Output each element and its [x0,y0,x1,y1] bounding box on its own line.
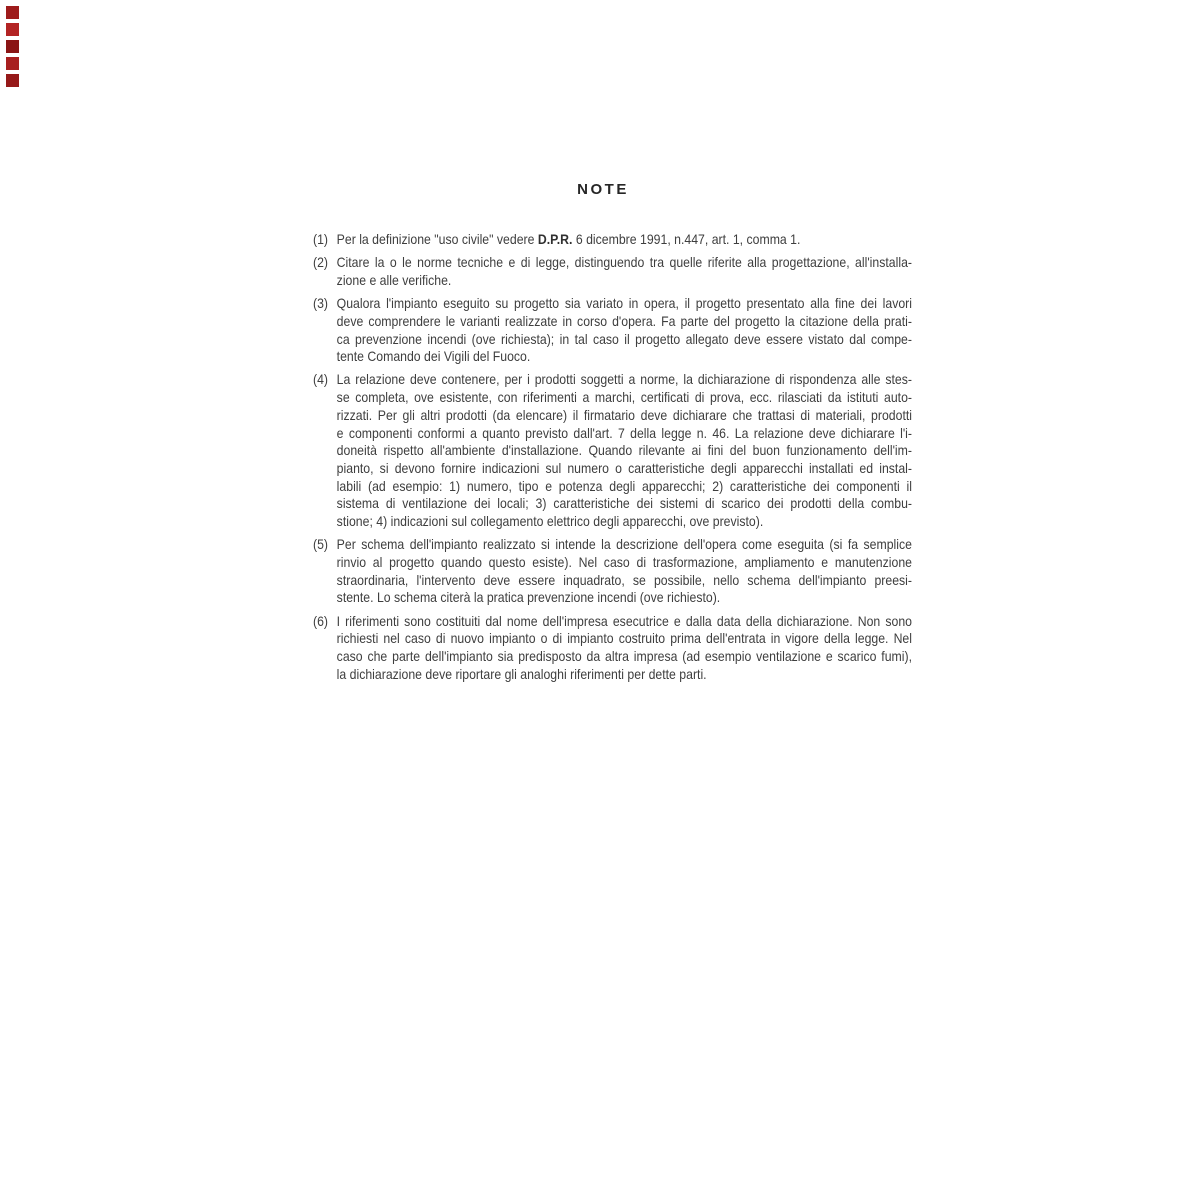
scan-edge-marks [6,6,19,87]
text-segment: zione e alle verifiche. [336,271,452,288]
text-segment: richiesti nel caso di nuovo impianto o di impianto costruito prima dell'entrata in vigore della legge. Nel [336,630,912,647]
red-edge-mark [6,74,19,87]
note-line [337,495,912,513]
note-line [337,613,912,631]
note-line [337,513,912,531]
note-line [337,371,912,389]
note-line [337,666,912,684]
note-line [337,478,912,496]
text-segment: La relazione deve contenere, per i prodotti soggetti a norme, la dichiarazione di rispondenza alle stes- [336,371,912,388]
text-segment: Per la definizione "uso civile" vedere [336,231,538,247]
note-item [313,371,912,530]
note-item [313,231,912,249]
note-line [337,348,912,366]
note-number: (2) [313,254,329,271]
text-segment: Per schema dell'impianto realizzato si intende la descrizione dell'opera come eseguita (si fa semplice [336,536,912,553]
red-edge-mark [6,23,19,36]
text-segment: Citare la o le norme tecniche e di legge, distinguendo tra quelle riferite alla progettazione, all'installa- [336,254,912,271]
red-edge-mark [6,57,19,70]
text-segment: rinvio al progetto quando questo esiste). Nel caso di trasformazione, ampliamento e manutenzione [336,553,912,570]
note-line [337,272,912,290]
note-line [337,554,912,572]
text-segment: tente Comando dei Vigili del Fuoco. [336,348,531,365]
note-number: (1) [313,231,329,247]
note-line [337,254,912,272]
note-line [337,572,912,590]
text-segment: e componenti conformi a quanto previsto dall'art. 7 della legge n. 46. La relazione deve dichiarare l'i- [336,424,912,441]
text-segment: labili (ad esempio: 1) numero, tipo e potenza degli apparecchi; 2) caratteristiche dei componenti il [336,477,912,494]
text-segment: pianto, si devono fornire indicazioni sul numero o caratteristiche degli apparecchi installati ed instal- [336,459,912,476]
red-edge-mark [6,6,19,19]
note-item [313,536,912,607]
text-segment: rizzati. Per gli altri prodotti (da elencare) il firmatario deve dichiarare che trattasi di materiali, prodotti [336,406,912,423]
note-line [337,313,912,331]
notes-list [313,231,912,689]
text-segment: Qualora l'impianto eseguito su progetto sia variato in opera, il progetto presentato alla fine dei lavori [336,295,912,312]
text-segment: deve comprendere le varianti realizzate in corso d'opera. Fa parte del progetto la citazione della prati- [336,312,912,329]
note-line [337,648,912,666]
note-line [337,442,912,460]
red-edge-mark [6,40,19,53]
note-line [337,536,912,554]
text-segment: 6 dicembre 1991, n.447, art. 1, comma 1. [572,231,801,247]
note-line [337,295,912,313]
note-number: (4) [313,371,329,388]
note-line [337,589,912,607]
text-segment: ca prevenzione incendi (ove richiesta); in tal caso il progetto allegato deve essere vistato dal compe- [336,330,912,347]
note-line [337,407,912,425]
note-item [313,295,912,366]
note-line [337,630,912,648]
note-line [337,231,912,249]
text-segment: la dichiarazione deve riportare gli analoghi riferimenti per dette parti. [336,665,707,682]
note-line [337,425,912,443]
note-item [313,254,912,289]
note-number: (3) [313,295,329,312]
bold-text: D.P.R. [537,231,573,247]
note-number: (6) [313,612,329,629]
text-segment: stione; 4) indicazioni sul collegamento elettrico degli apparecchi, ove previsto). [336,513,764,530]
note-item [313,613,912,684]
text-segment: sistema di ventilazione dei locali; 3) caratteristiche dei sistemi di scarico dei prodotti della combu- [336,495,912,512]
note-line [337,460,912,478]
text-segment: straordinaria, l'intervento deve essere inquadrato, se possibile, nello schema dell'impianto preesi- [336,571,912,588]
text-segment: stente. Lo schema citerà la pratica prevenzione incendi (ove richiesto). [336,589,721,606]
page-title: NOTE [577,181,629,198]
note-line [337,389,912,407]
note-line [337,331,912,349]
text-segment: I riferimenti sono costituiti dal nome dell'impresa esecutrice e dalla data della dichiarazione. Non sono [336,612,912,629]
text-segment: caso che parte dell'impianto sia predisposto da altra impresa (ad esempio ventilazione e scarico fumi), [336,647,912,664]
text-segment: se completa, ove esistente, con riferimenti a marchi, certificati di prova, ecc. rilasciati da istituti auto- [336,389,912,406]
text-segment: doneità rispetto all'ambiente d'installazione. Quando rilevante ai fini del buon funzionamento dell'im- [336,442,912,459]
note-number: (5) [313,536,329,553]
